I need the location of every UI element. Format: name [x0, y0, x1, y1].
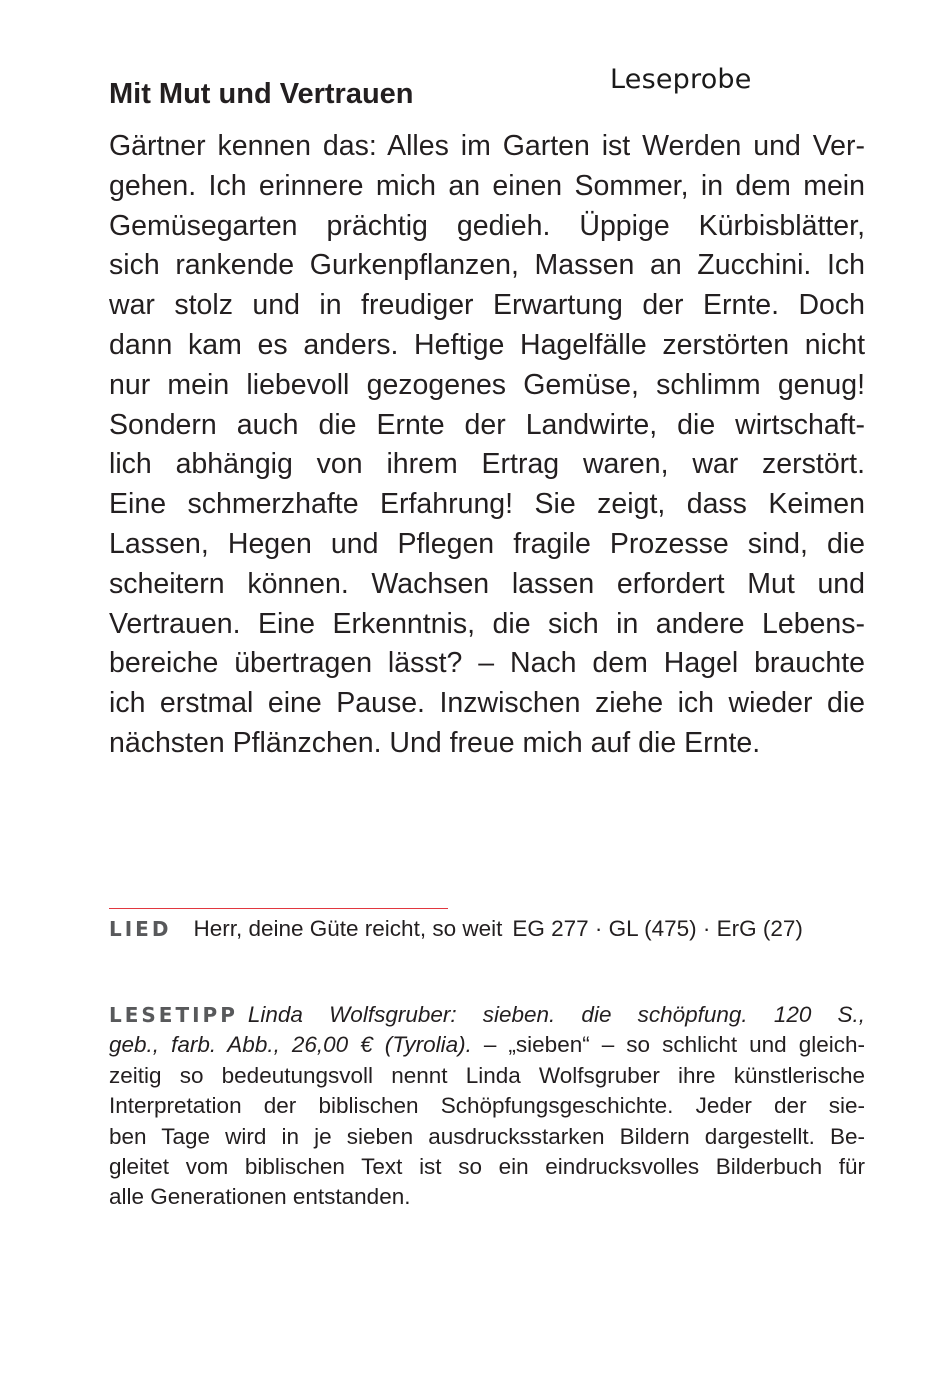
page-label: Leseprobe [610, 64, 752, 95]
body-line: ich erstmal eine Pause. Inzwischen ziehe ich wieder die [109, 687, 865, 720]
lesetipp-text: – „sieben“ – so schlicht und gleich- [471, 1032, 866, 1058]
lesetipp-section [109, 1000, 865, 1213]
body-line: gehen. Ich erinnere mich an einen Sommer, in dem mein [109, 169, 865, 202]
lesetipp-line: Interpretation der biblischen Schöpfungsgeschichte. Jeder der sie- [109, 1093, 865, 1119]
book-citation-part1: Linda Wolfsgruber: sieben. die schöpfung. 120 S., [247, 1002, 865, 1027]
lesetipp-kicker: LESETIPP [109, 1003, 238, 1027]
article-heading: Mit Mut und Vertrauen [109, 78, 414, 110]
lesetipp-line: gleitet vom biblischen Text ist so ein eindrucksvolles Bilderbuch für [109, 1153, 865, 1179]
lesetipp-line [109, 1030, 865, 1060]
body-line: nächsten Pflänzchen. Und freue mich auf die Ernte. [109, 726, 761, 759]
lied-title: Herr, deine Güte reicht, so weit [193, 916, 503, 941]
body-line: dann kam es anders. Heftige Hagelfälle zerstörten nicht [109, 328, 865, 361]
body-line: war stolz und in freudiger Erwartung der Ernte. Doch [109, 289, 865, 322]
lied-section [109, 913, 869, 945]
body-line: Lassen, Hegen und Pflegen fragile Prozesse sind, die [109, 527, 865, 560]
lesetipp-line: ben Tage wird in je sieben ausdrucksstarken Bildern dargestellt. Be- [109, 1123, 865, 1149]
body-line: Eine schmerzhafte Erfahrung! Sie zeigt, dass Keimen [109, 488, 865, 521]
body-line: scheitern können. Wachsen lassen erfordert Mut und [109, 567, 865, 600]
lesetipp-line: zeitig so bedeutungsvoll nennt Linda Wolfsgruber ihre künstlerische [109, 1062, 865, 1088]
body-line: Gemüsegarten prächtig gedieh. Üppige Kürbisblätter, [109, 209, 865, 242]
body-line: Vertrauen. Eine Erkenntnis, die sich in andere Lebens- [109, 607, 865, 640]
body-line: Sondern auch die Ernte der Landwirte, die wirtschaft- [109, 408, 865, 441]
lied-kicker: LIED [109, 917, 172, 941]
body-line: Gärtner kennen das: Alles im Garten ist Werden und Ver- [109, 130, 865, 162]
lesetipp-line [109, 1000, 865, 1030]
body-line: bereiche übertragen lässt? – Nach dem Hagel brauchte [109, 647, 865, 680]
body-line: lich abhängig von ihrem Ertrag waren, war zerstört. [109, 448, 865, 481]
body-line: sich rankende Gurkenpflanzen, Massen an Zucchini. Ich [109, 249, 865, 282]
section-divider [109, 908, 448, 909]
lied-references: EG 277 · GL (475) · ErG (27) [512, 916, 803, 941]
lesetipp-line: alle Generationen entstanden. [109, 1184, 411, 1210]
article-body [109, 127, 865, 764]
body-line: nur mein liebevoll gezogenes Gemüse, schlimm genug! [109, 368, 865, 401]
book-citation-part2: geb., farb. Abb., 26,00 € (Tyrolia). [109, 1032, 472, 1058]
